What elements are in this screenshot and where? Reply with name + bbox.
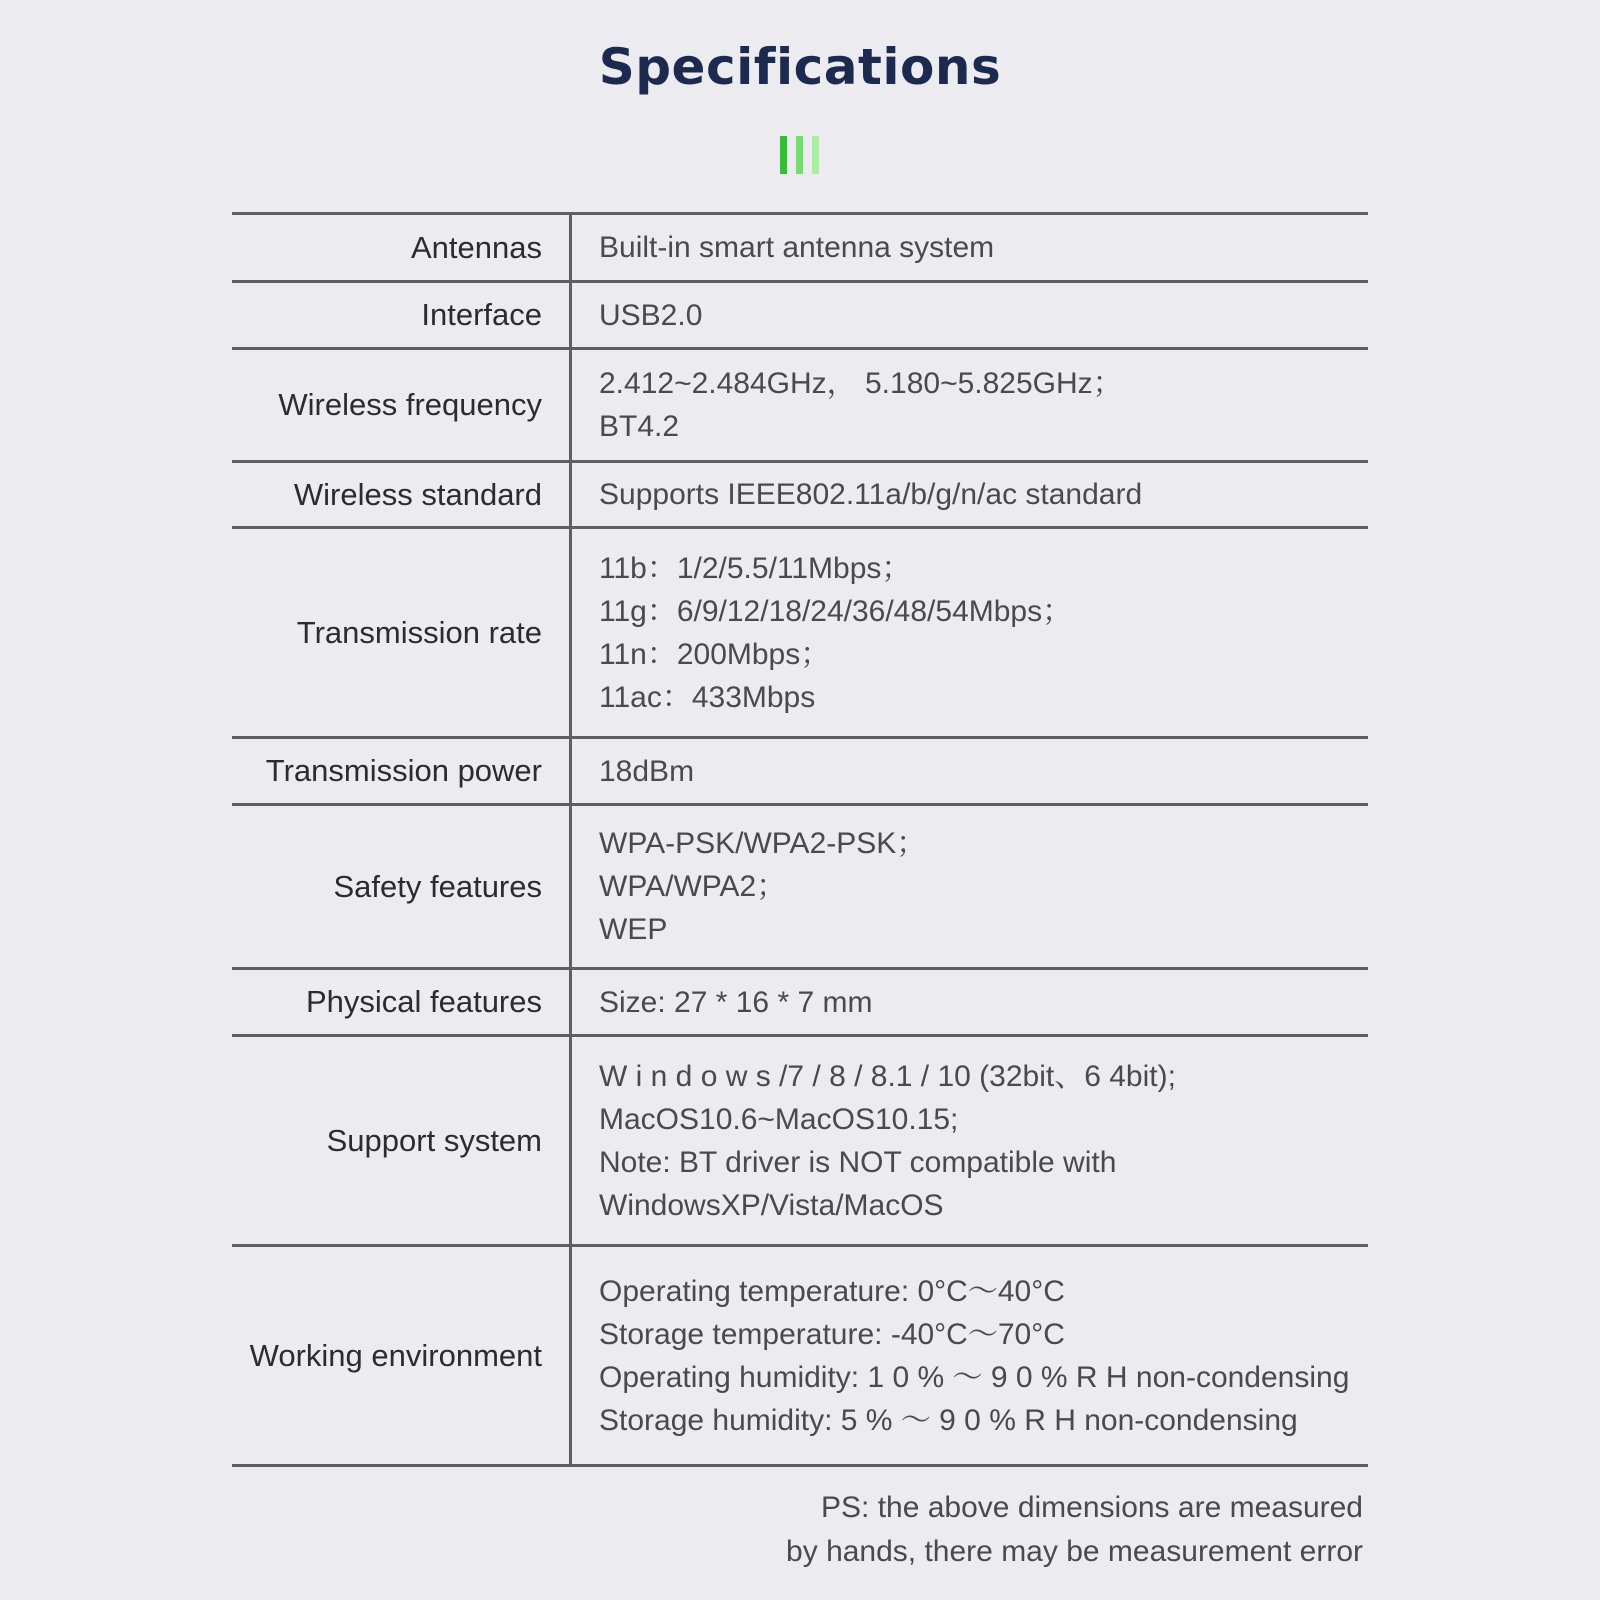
- spec-label: Support system: [232, 1036, 571, 1246]
- spec-label: Transmission power: [232, 738, 571, 805]
- spec-label: Antennas: [232, 214, 571, 282]
- spec-row-physical-features: [232, 969, 1368, 1036]
- accent-bars-icon: [780, 136, 824, 174]
- accent-bar: [780, 136, 787, 174]
- spec-value-line: W i n d o w s /7 / 8 / 8.1 / 10 (32bit、6 4bit);: [599, 1059, 1176, 1093]
- spec-row-working-environment: [232, 1246, 1368, 1466]
- spec-value-line: 2.412~2.484GHz， 5.180~5.825GHz；: [599, 367, 1123, 400]
- page-title: Specifications: [598, 38, 1002, 96]
- measurement-note-line: PS: the above dimensions are measured: [821, 1491, 1363, 1524]
- spec-value: [571, 1036, 1369, 1246]
- spec-value-line: Operating temperature: 0°C～40°C: [599, 1274, 1065, 1308]
- spec-value: [571, 349, 1369, 462]
- spec-label: Transmission rate: [232, 528, 571, 738]
- spec-value-line: 11g：6/9/12/18/24/36/48/54Mbps；: [599, 594, 1073, 628]
- spec-value-line: Storage humidity: 5 % ～ 9 0 % R H non-condensing: [599, 1403, 1298, 1437]
- spec-label: Working environment: [232, 1246, 571, 1466]
- spec-row-wireless-standard: [232, 462, 1368, 528]
- spec-value-line: Note: BT driver is NOT compatible with: [599, 1145, 1117, 1179]
- spec-value: [571, 1246, 1369, 1466]
- spec-label: Safety features: [232, 805, 571, 969]
- spec-value-line: 11ac：433Mbps: [599, 680, 816, 714]
- spec-value: [571, 528, 1369, 738]
- spec-value-line: WindowsXP/Vista/MacOS: [599, 1188, 944, 1222]
- spec-label: Interface: [232, 282, 571, 349]
- spec-value-line: Operating humidity: 1 0 % ～ 9 0 % R H non-condensing: [599, 1360, 1350, 1394]
- spec-value-line: 11b：1/2/5.5/11Mbps；: [599, 551, 912, 585]
- spec-row-wireless-frequency: [232, 349, 1368, 462]
- spec-row-safety-features: [232, 805, 1368, 969]
- spec-table: [232, 212, 1368, 1467]
- measurement-note-line: by hands, there may be measurement error: [786, 1535, 1363, 1568]
- spec-value: [571, 738, 1369, 805]
- spec-value: [571, 462, 1369, 528]
- spec-value-line: Storage temperature: -40°C～70°C: [599, 1317, 1065, 1351]
- spec-value: [571, 969, 1369, 1036]
- accent-bar: [796, 136, 803, 174]
- spec-value-line: 11n：200Mbps；: [599, 637, 831, 671]
- spec-row-transmission-rate: [232, 528, 1368, 738]
- spec-label: Wireless frequency: [232, 349, 571, 462]
- accent-bar: [812, 136, 819, 174]
- spec-label: Physical features: [232, 969, 571, 1036]
- spec-value: [571, 214, 1369, 282]
- spec-value-line: USB2.0: [599, 298, 703, 332]
- spec-row-antennas: [232, 214, 1368, 282]
- spec-label: Wireless standard: [232, 462, 571, 528]
- spec-value-line: MacOS10.6~MacOS10.15;: [599, 1102, 959, 1136]
- measurement-note: [786, 1486, 1363, 1574]
- spec-row-interface: [232, 282, 1368, 349]
- spec-value: [571, 282, 1369, 349]
- spec-value-line: WPA/WPA2；: [599, 870, 787, 903]
- spec-row-transmission-power: [232, 738, 1368, 805]
- spec-value: [571, 805, 1369, 969]
- spec-value-line: WPA-PSK/WPA2-PSK；: [599, 827, 927, 860]
- spec-value-line: Size: 27 * 16 * 7 mm: [599, 985, 873, 1019]
- spec-value-line: 18dBm: [599, 754, 695, 788]
- spec-value-line: WEP: [599, 913, 668, 946]
- spec-value-line: BT4.2: [599, 410, 680, 443]
- spec-value-line: Built-in smart antenna system: [599, 231, 995, 264]
- spec-value-line: Supports IEEE802.11a/b/g/n/ac standard: [599, 478, 1143, 511]
- spec-row-support-system: [232, 1036, 1368, 1246]
